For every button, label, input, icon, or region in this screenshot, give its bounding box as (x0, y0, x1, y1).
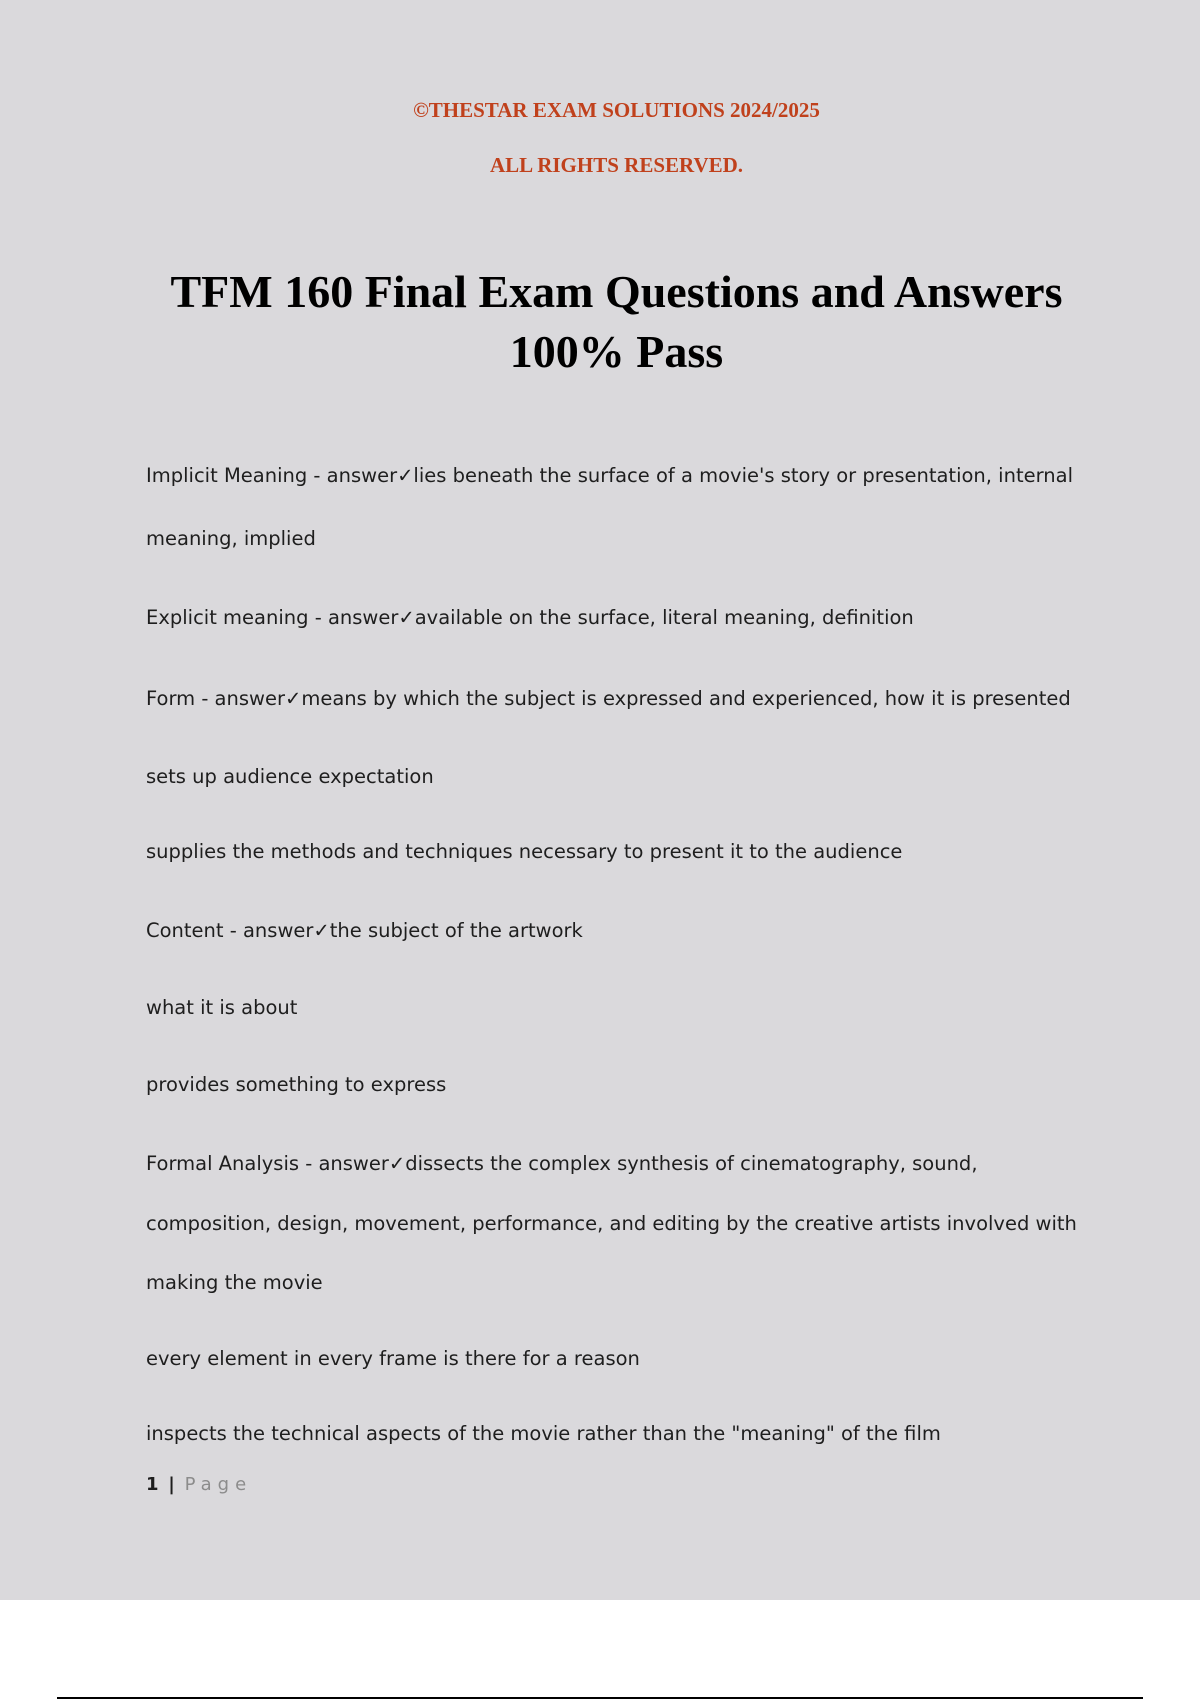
qa-content-line-2: what it is about (146, 996, 298, 1019)
qa-form-line-2: sets up audience expectation (146, 765, 434, 788)
qa-formal-analysis-line-4: every element in every frame is there for a reason (146, 1347, 640, 1370)
qa-form-line-3: supplies the methods and techniques necessary to present it to the audience (146, 840, 903, 863)
qa-explicit-meaning: Explicit meaning - answer✓available on the surface, literal meaning, definition (146, 606, 914, 629)
rights-reserved-header: ALL RIGHTS RESERVED. (489, 153, 744, 177)
next-page (0, 1600, 1200, 1700)
page-number-separator: | (168, 1474, 175, 1495)
page-label: Page (184, 1474, 253, 1495)
qa-formal-analysis-line-3: making the movie (146, 1271, 323, 1294)
title-line-2: 100% Pass (509, 326, 724, 377)
qa-implicit-meaning-line-1: Implicit Meaning - answer✓lies beneath the surface of a movie's story or presentation, internal (146, 464, 1073, 487)
qa-formal-analysis-line-5: inspects the technical aspects of the movie rather than the "meaning" of the film (146, 1422, 941, 1445)
qa-formal-analysis-line-2: composition, design, movement, performance, and editing by the creative artists involved with (146, 1212, 1077, 1235)
qa-form-line-1: Form - answer✓means by which the subject is expressed and experienced, how it is presented (146, 687, 1071, 710)
page-number-value: 1 (146, 1474, 159, 1495)
qa-implicit-meaning-line-2: meaning, implied (146, 527, 316, 550)
qa-content-line-1: Content - answer✓the subject of the artwork (146, 919, 583, 942)
title-line-1: TFM 160 Final Exam Questions and Answers (170, 266, 1063, 317)
page-number (146, 1474, 252, 1495)
qa-content-line-3: provides something to express (146, 1073, 447, 1096)
document-title (80, 262, 1153, 382)
next-page-header-rule (57, 1697, 1143, 1699)
copyright-header: ©THESTAR EXAM SOLUTIONS 2024/2025 (413, 98, 820, 122)
qa-formal-analysis-line-1: Formal Analysis - answer✓dissects the complex synthesis of cinematography, sound, (146, 1152, 978, 1175)
